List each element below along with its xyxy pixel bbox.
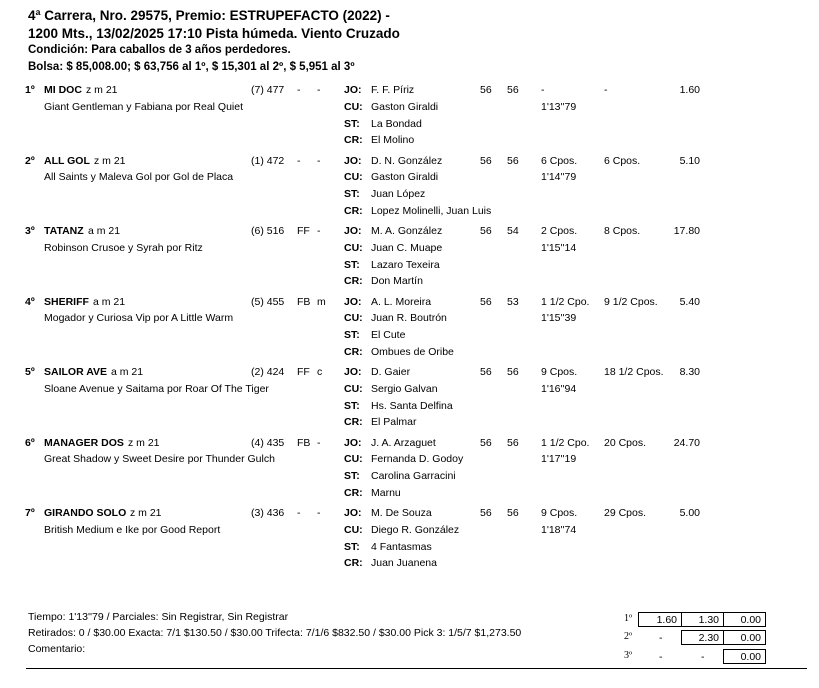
- finish-position: 5º: [25, 366, 35, 378]
- stud: La Bondad: [371, 117, 422, 130]
- label-jockey: JO:: [344, 436, 362, 449]
- weight-assigned: 56: [480, 225, 492, 237]
- jockey: D. N. González: [371, 154, 443, 167]
- weight-assigned: 56: [480, 507, 492, 519]
- trainer: Diego R. González: [371, 523, 460, 536]
- label-trainer: CU:: [344, 382, 363, 395]
- trainer: Gaston Giraldi: [371, 171, 439, 184]
- bottom-rule: [26, 668, 807, 669]
- payout-row3-label: 3º: [624, 650, 633, 661]
- pedigree: Mogador y Curiosa Vip por A Little Warm: [44, 312, 234, 325]
- horse-name: SHERIFF: [44, 295, 89, 308]
- cumulative-distance: 6 Cpos.: [604, 154, 641, 167]
- label-jockey: JO:: [344, 295, 362, 308]
- stud: Hs. Santa Delfina: [371, 399, 453, 412]
- race-purse: Bolsa: $ 85,008.00; $ 63,756 al 1º, $ 15,301 al 2º, $ 5,951 al 3º: [28, 61, 355, 73]
- horse-info: a m 21: [111, 366, 144, 378]
- finish-time: 1'17''19: [541, 453, 577, 466]
- finish-time: 1'18''74: [541, 523, 577, 536]
- weight-carried: 54: [507, 225, 519, 237]
- odds: 17.80: [673, 225, 700, 237]
- extra-code: -: [317, 436, 321, 449]
- finish-time: 1'15''14: [541, 241, 577, 254]
- label-stud: ST:: [344, 188, 360, 201]
- post-weight: (7) 477: [251, 84, 285, 96]
- post-weight: (1) 472: [251, 154, 285, 167]
- stud: Juan López: [371, 188, 426, 201]
- cumulative-distance: 29 Cpos.: [604, 507, 647, 519]
- stud: Lazaro Texeira: [371, 258, 440, 271]
- jockey: M. De Souza: [371, 507, 432, 519]
- distance-behind: 6 Cpos.: [541, 154, 578, 167]
- cumulative-distance: -: [604, 84, 608, 96]
- gear: FB: [297, 295, 311, 308]
- cumulative-distance: 20 Cpos.: [604, 436, 647, 449]
- gear: FF: [297, 225, 310, 237]
- weight-carried: 56: [507, 84, 519, 96]
- odds: 5.00: [679, 507, 700, 519]
- label-stud: ST:: [344, 399, 360, 412]
- label-breeder: CR:: [344, 134, 363, 147]
- pedigree: Giant Gentleman y Fabiana por Real Quiet: [44, 100, 244, 113]
- breeder: Juan Juanena: [371, 557, 437, 570]
- finish-position: 1º: [25, 84, 35, 96]
- label-breeder: CR:: [344, 486, 363, 499]
- distance-behind: 1 1/2 Cpo.: [541, 295, 590, 308]
- weight-assigned: 56: [480, 154, 492, 167]
- race-time: Tiempo: 1'13''79 / Parciales: Sin Registrar, Sin Registrar: [28, 611, 289, 623]
- finish-position: 7º: [25, 507, 35, 519]
- extra-code: m: [317, 295, 326, 308]
- label-breeder: CR:: [344, 557, 363, 570]
- gear: FB: [297, 436, 311, 449]
- label-breeder: CR:: [344, 275, 363, 288]
- race-condition: Condición: Para caballos de 3 años perdedores.: [28, 44, 291, 56]
- horse-name: MI DOC: [44, 84, 82, 96]
- post-weight: (6) 516: [251, 225, 285, 237]
- pedigree: Great Shadow y Sweet Desire por Thunder Gulch: [44, 453, 275, 466]
- stud: 4 Fantasmas: [371, 540, 432, 553]
- label-jockey: JO:: [344, 507, 362, 519]
- horse-name: GIRANDO SOLO: [44, 507, 127, 519]
- weight-carried: 53: [507, 295, 519, 308]
- trainer: Juan R. Boutrón: [371, 312, 447, 325]
- distance-behind: -: [541, 84, 545, 96]
- trainer: Sergio Galvan: [371, 382, 438, 395]
- race-comment: Comentario:: [28, 643, 86, 655]
- label-breeder: CR:: [344, 204, 363, 217]
- weight-carried: 56: [507, 436, 519, 449]
- jockey: J. A. Arzaguet: [371, 436, 436, 449]
- weight-carried: 56: [507, 507, 519, 519]
- label-trainer: CU:: [344, 100, 363, 113]
- odds: 24.70: [673, 436, 700, 449]
- label-trainer: CU:: [344, 453, 363, 466]
- horse-name: SAILOR AVE: [44, 366, 108, 378]
- odds: 5.10: [679, 154, 700, 167]
- cumulative-distance: 18 1/2 Cpos.: [604, 366, 664, 378]
- race-details: 1200 Mts., 13/02/2025 17:10 Pista húmeda. Viento Cruzado: [28, 26, 400, 41]
- finish-time: 1'14''79: [541, 171, 577, 184]
- extra-code: c: [317, 366, 323, 378]
- cumulative-distance: 9 1/2 Cpos.: [604, 295, 658, 308]
- trainer: Gaston Giraldi: [371, 100, 439, 113]
- trainer: Juan C. Muape: [371, 241, 443, 254]
- breeder: Don Martín: [371, 275, 423, 288]
- payout-row1-label: 1º: [624, 613, 633, 624]
- horse-info: z m 21: [130, 507, 162, 519]
- horse-info: z m 21: [128, 436, 160, 449]
- payout-row2-win: -: [659, 632, 663, 644]
- pedigree: Robinson Crusoe y Syrah por Ritz: [44, 241, 203, 254]
- finish-position: 6º: [25, 436, 35, 449]
- label-trainer: CU:: [344, 241, 363, 254]
- finish-position: 2º: [25, 154, 35, 167]
- breeder: Ombues de Oribe: [371, 345, 454, 358]
- weight-assigned: 56: [480, 295, 492, 308]
- payout-row3-show: 0.00: [723, 649, 766, 664]
- horse-info: z m 21: [86, 84, 118, 96]
- stud: Carolina Garracini: [371, 470, 456, 483]
- post-weight: (4) 435: [251, 436, 285, 449]
- finish-time: 1'15''39: [541, 312, 577, 325]
- post-weight: (3) 436: [251, 507, 285, 519]
- label-stud: ST:: [344, 117, 360, 130]
- race-title: 4ª Carrera, Nro. 29575, Premio: ESTRUPEFACTO (2022) -: [28, 8, 390, 23]
- breeder: El Molino: [371, 134, 415, 147]
- horse-name: TATANZ: [44, 225, 84, 237]
- extra-code: -: [317, 225, 321, 237]
- jockey: M. A. González: [371, 225, 443, 237]
- odds: 1.60: [679, 84, 700, 96]
- distance-behind: 9 Cpos.: [541, 507, 578, 519]
- payout-row2-label: 2º: [624, 631, 633, 642]
- pedigree: Sloane Avenue y Saitama por Roar Of The Tiger: [44, 382, 269, 395]
- label-breeder: CR:: [344, 345, 363, 358]
- post-weight: (2) 424: [251, 366, 285, 378]
- breeder: Marnu: [371, 486, 401, 499]
- wager-results: Retirados: 0 / $30.00 Exacta: 7/1 $130.50 / $30.00 Trifecta: 7/1/6 $832.50 / $30.00 Pick 3: 1/5/7 $1,273.50: [28, 627, 522, 639]
- label-jockey: JO:: [344, 225, 362, 237]
- label-jockey: JO:: [344, 366, 362, 378]
- pedigree: British Medium e Ike por Good Report: [44, 523, 221, 536]
- horse-name: MANAGER DOS: [44, 436, 124, 449]
- jockey: F. F. Píriz: [371, 84, 415, 96]
- post-weight: (5) 455: [251, 295, 285, 308]
- extra-code: -: [317, 154, 321, 167]
- finish-time: 1'16''94: [541, 382, 577, 395]
- odds: 5.40: [679, 295, 700, 308]
- jockey: D. Gaier: [371, 366, 411, 378]
- label-jockey: JO:: [344, 154, 362, 167]
- horse-name: ALL GOL: [44, 154, 90, 167]
- label-jockey: JO:: [344, 84, 362, 96]
- label-stud: ST:: [344, 540, 360, 553]
- gear: -: [297, 154, 301, 167]
- finish-position: 4º: [25, 295, 35, 308]
- extra-code: -: [317, 507, 321, 519]
- horse-info: a m 21: [93, 295, 126, 308]
- payout-row2-place: 2.30: [681, 630, 724, 645]
- label-trainer: CU:: [344, 171, 363, 184]
- horse-info: z m 21: [94, 154, 126, 167]
- payout-row2-show: 0.00: [723, 630, 766, 645]
- horse-info: a m 21: [88, 225, 121, 237]
- stud: El Cute: [371, 329, 406, 342]
- label-stud: ST:: [344, 470, 360, 483]
- jockey: A. L. Moreira: [371, 295, 432, 308]
- weight-assigned: 56: [480, 436, 492, 449]
- label-trainer: CU:: [344, 523, 363, 536]
- weight-assigned: 56: [480, 84, 492, 96]
- distance-behind: 9 Cpos.: [541, 366, 578, 378]
- label-trainer: CU:: [344, 312, 363, 325]
- pedigree: All Saints y Maleva Gol por Gol de Placa: [44, 171, 234, 184]
- extra-code: -: [317, 84, 321, 96]
- label-stud: ST:: [344, 329, 360, 342]
- breeder: El Palmar: [371, 416, 417, 429]
- finish-time: 1'13''79: [541, 100, 577, 113]
- cumulative-distance: 8 Cpos.: [604, 225, 641, 237]
- payout-row3-place: -: [701, 651, 705, 663]
- distance-behind: 2 Cpos.: [541, 225, 578, 237]
- breeder: Lopez Molinelli, Juan Luis: [371, 204, 492, 217]
- payout-row1-place: 1.30: [681, 612, 724, 627]
- gear: FF: [297, 366, 310, 378]
- gear: -: [297, 507, 301, 519]
- payout-row3-win: -: [659, 651, 663, 663]
- odds: 8.30: [679, 366, 700, 378]
- label-breeder: CR:: [344, 416, 363, 429]
- finish-position: 3º: [25, 225, 35, 237]
- weight-carried: 56: [507, 154, 519, 167]
- trainer: Fernanda D. Godoy: [371, 453, 464, 466]
- payout-row1-show: 0.00: [723, 612, 766, 627]
- weight-carried: 56: [507, 366, 519, 378]
- gear: -: [297, 84, 301, 96]
- label-stud: ST:: [344, 258, 360, 271]
- payout-row1-win: 1.60: [638, 612, 682, 627]
- distance-behind: 1 1/2 Cpo.: [541, 436, 590, 449]
- weight-assigned: 56: [480, 366, 492, 378]
